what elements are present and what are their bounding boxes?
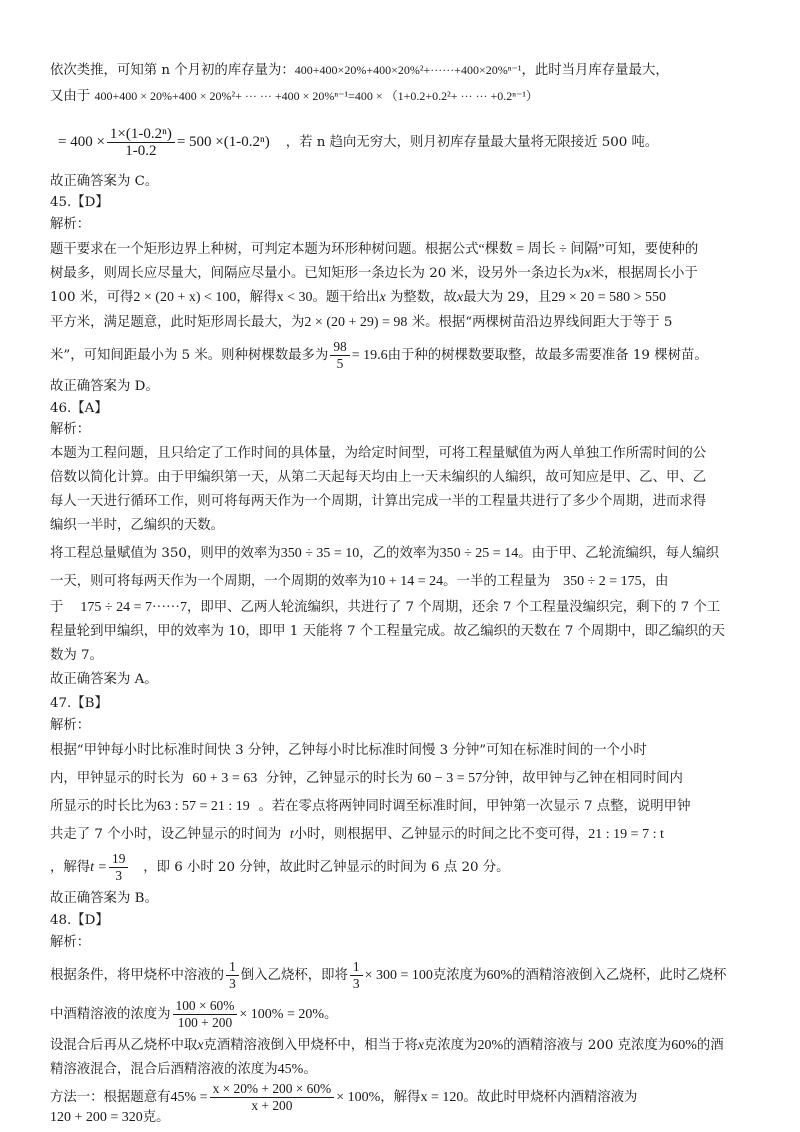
formula: 60% xyxy=(671,1038,697,1053)
text: 。由于甲、乙轮流编织，每人编织 xyxy=(518,546,720,561)
text: 米”，可知间距最小为 5 米。则种树棵数最多为 xyxy=(50,348,329,363)
text: ，即甲、乙两人轮流编织，共进行了 7 个周期，还余 7 个工程量没编织完，剩下的 7 个工 xyxy=(186,600,721,615)
fraction-numerator: 1 xyxy=(226,959,239,976)
p45-line-3 xyxy=(50,288,770,308)
formula: “棵数 = 周长 ÷ 间隔” xyxy=(478,242,605,257)
p45-line-5 xyxy=(50,334,770,378)
text: ，解得 xyxy=(236,290,277,305)
text-line: 数为 7。 xyxy=(50,648,103,663)
text: 又由于 xyxy=(50,89,91,104)
fraction xyxy=(350,959,363,992)
text: 一天，则可将每两天作为一个周期，一个周期的效率为 xyxy=(50,574,372,589)
text: 。 xyxy=(324,1007,338,1022)
formula: x < 30 xyxy=(276,290,313,305)
fraction xyxy=(226,959,239,992)
text: ，乙的效率为 xyxy=(359,546,440,561)
fraction-numerator: 19 xyxy=(109,851,128,868)
text: 倒入乙烧杯，即将 xyxy=(240,968,348,983)
text: 由于种的树棵数要取整，故最多需要准备 19 棵树苗。 xyxy=(387,348,708,363)
formula: 10 + 14 = 24 xyxy=(371,574,444,589)
text: 于 xyxy=(50,600,64,615)
text-line: 本题为工程问题，且只给定了工作时间的具体量，为给定时间型，可将工程量赋值为两人单独工作所需时间的公 xyxy=(50,446,707,461)
text: 设混合后再从乙烧杯中取 xyxy=(50,1038,198,1053)
formula: = 19.6 xyxy=(351,348,388,363)
text: 精溶液混合，混合后酒精溶液的浓度为 xyxy=(50,1062,278,1077)
text: 克浓度为 xyxy=(432,968,487,983)
analysis-label: 解析： xyxy=(50,718,91,733)
text: ，解得 xyxy=(50,860,91,875)
text: 树最多，则周长应尽量大，间隔应尽量小。已知矩形一条边长为 20 米，设另外一条边长为 xyxy=(50,266,585,281)
text: 中酒精溶液的浓度为 xyxy=(50,1007,171,1022)
text: 。题干给出 xyxy=(312,290,380,305)
fraction-denominator: 1-0.2 xyxy=(125,143,157,159)
formula: 21 : 19 = 7 : t xyxy=(588,827,664,842)
p48-line-6 xyxy=(50,1108,770,1128)
text: 米。根据“两棵树苗沿边界线间距大于等于 5 xyxy=(411,315,673,330)
text: 克浓度为 xyxy=(423,1038,478,1053)
formula-part: = 500 ×(1-0.2ⁿ) xyxy=(176,134,270,150)
formula: 350 ÷ 2 = 175 xyxy=(563,574,642,589)
formula: 120 + 200 = 320 xyxy=(50,1110,143,1125)
formula: x = 120 xyxy=(420,1090,464,1105)
p47-line-5 xyxy=(50,846,770,890)
formula: 2 × (20 + 29) = 98 xyxy=(304,315,408,330)
analysis-label: 解析： xyxy=(50,217,91,232)
fraction-numerator: 100 × 60% xyxy=(173,998,238,1015)
p45-line-1 xyxy=(50,240,770,260)
p44-line-2 xyxy=(50,86,770,107)
fraction-numerator: 98 xyxy=(330,339,349,356)
text: 的酒精溶液与 200 克浓度为 xyxy=(503,1038,672,1053)
variable: x xyxy=(379,290,386,305)
text: 克。 xyxy=(142,1110,170,1125)
fraction-denominator: x + 200 xyxy=(251,1098,293,1113)
text: 。故此时甲烧杯内酒精溶液为 xyxy=(463,1090,638,1105)
text: 题干要求在一个矩形边界上种树，可判定本题为环形种树问题。根据公式 xyxy=(50,242,479,257)
fraction xyxy=(109,851,128,884)
problem-47-heading: 47.【B】 xyxy=(50,696,108,711)
geometric-sum-fraction xyxy=(107,126,175,159)
fraction-denominator: 5 xyxy=(336,356,344,371)
p45-line-4 xyxy=(50,313,770,333)
text: ，即 6 小时 20 分钟，故此时乙钟显示的时间为 6 点 20 分。 xyxy=(143,860,510,875)
variable: x xyxy=(197,1038,204,1053)
text-line: 根据“甲钟每小时比标准时间快 3 分钟，乙钟每小时比标准时间慢 3 分钟”可知在标准时间的一个小时 xyxy=(50,743,647,758)
formula: 175 ÷ 24 = 7······7 xyxy=(80,600,187,615)
formula: 29 × 20 = 580 > 550 xyxy=(551,290,667,305)
fraction xyxy=(330,339,349,372)
series-expansion-formula: 400+400 × 20%+400 × 20%²+ ··· ··· +400 × 20%ⁿ⁻¹=400 × （1+0.2+0.2²+ ··· ··· +0.2ⁿ⁻¹） xyxy=(94,89,538,103)
p47-line-2 xyxy=(50,769,770,789)
text: 。若在零点将两钟同时调至标准时间，甲钟第一次显示 7 点整，说明甲钟 xyxy=(258,799,691,814)
answer-line: 故正确答案为 D。 xyxy=(50,379,159,394)
fraction-numerator: x × 20% + 200 × 60% xyxy=(210,1081,335,1098)
problem-48-heading: 48.【D】 xyxy=(50,913,109,928)
p46-line-5 xyxy=(50,544,770,564)
p45-line-2 xyxy=(50,264,770,284)
fraction-denominator: 100 + 200 xyxy=(177,1015,233,1030)
text: 内，甲钟显示的时长为 xyxy=(50,771,184,786)
text-line: 倍数以简化计算。由于甲编织第一天，从第二天起每天均由上一天未编织的人编织，故可知应是甲、乙、甲、乙 xyxy=(50,470,707,485)
formula: 60 + 3 = 63 xyxy=(192,771,258,786)
problem-45-heading: 45.【D】 xyxy=(50,195,109,210)
text: 100 米，可得 xyxy=(50,290,134,305)
text: ，若 n 趋向无穷大，则月初库存量最大量将无限接近 500 吨。 xyxy=(285,135,659,150)
text: 分钟，乙钟显示的时长为 xyxy=(265,771,414,786)
p47-line-3 xyxy=(50,797,770,817)
text: 小时，则根据甲、乙钟显示的时间之比不变可得， xyxy=(293,827,589,842)
fraction-denominator: 3 xyxy=(229,976,236,991)
text: 的酒 xyxy=(696,1038,724,1053)
fraction-denominator: 3 xyxy=(352,976,360,991)
formula: 60 − 3 = 57 xyxy=(417,771,483,786)
text: 所显示的时长比为 xyxy=(50,799,158,814)
text: 米，根据周长小于 xyxy=(590,266,698,281)
p48-line-1 xyxy=(50,954,770,998)
series-sum-formula: 400+400×20%+400×20%²+······+400×20%ⁿ⁻¹ xyxy=(294,63,522,77)
formula: 2 × (20 + x) < 100 xyxy=(133,290,237,305)
text: 为整数，故 xyxy=(389,290,457,305)
fraction-denominator: 3 xyxy=(115,868,123,883)
variable: x xyxy=(417,1038,424,1053)
formula: × 300 = 100 xyxy=(364,968,433,983)
p44-line-3 xyxy=(58,122,770,163)
formula: × 100% xyxy=(336,1090,381,1105)
text: 。一半的工程量为 xyxy=(443,574,551,589)
text: 共走了 7 个小时，设乙钟显示的时间为 xyxy=(50,827,282,842)
text: 。 xyxy=(303,1062,317,1077)
text-line: 每人一天进行循环工作，则可将每两天作为一个周期，计算出完成一半的工程量共进行了多少个周期，进而求得 xyxy=(50,494,707,509)
fraction-numerator: 1 xyxy=(350,959,363,976)
formula: 60% xyxy=(486,968,513,983)
variable: x xyxy=(456,290,464,305)
formula: t = xyxy=(90,860,108,875)
p48-line-4 xyxy=(50,1060,770,1080)
text: 方法一：根据题意有 xyxy=(50,1090,171,1105)
text: 平方米，满足题意，此时矩形周长最大，为 xyxy=(50,315,305,330)
variable: x xyxy=(584,266,591,281)
text: 将工程总量赋值为 350，则甲的效率为 xyxy=(50,546,281,561)
formula: 350 ÷ 35 = 10 xyxy=(280,546,360,561)
problem-46-heading: 46.【A】 xyxy=(50,401,108,416)
p47-line-4 xyxy=(50,825,770,845)
analysis-label: 解析： xyxy=(50,422,91,437)
answer-line: 故正确答案为 A。 xyxy=(50,672,158,687)
text-line: 编织一半时，乙编织的天数。 xyxy=(50,518,225,533)
text: 最大为 29，且 xyxy=(463,290,552,305)
formula: 45% xyxy=(277,1062,304,1077)
text: 可知，要使种的 xyxy=(604,242,699,257)
formula: 63 : 57 = 21 : 19 xyxy=(157,799,250,814)
text: 分钟，故甲钟与乙钟在相同时间内 xyxy=(482,771,683,786)
formula: 350 ÷ 25 = 14 xyxy=(439,546,519,561)
p44-line-1 xyxy=(50,60,770,81)
text: 根据条件，将甲烧杯中溶液的 xyxy=(50,968,225,983)
p48-line-3 xyxy=(50,1036,770,1056)
text: ，解得 xyxy=(380,1090,421,1105)
text: 的酒精溶液倒入乙烧杯，此时乙烧杯 xyxy=(512,968,727,983)
text: 依次类推，可知第 n 个月初的库存量为： xyxy=(50,63,295,78)
concentration-fraction xyxy=(173,998,238,1031)
formula-part: = 400 × xyxy=(58,134,105,150)
analysis-label: 解析： xyxy=(50,935,91,950)
fraction-numerator: 1×(1-0.2ⁿ) xyxy=(107,126,175,143)
answer-line: 故正确答案为 C。 xyxy=(50,174,159,189)
answer-line: 故正确答案为 B。 xyxy=(50,891,158,906)
text: ，此时当月库存量最大， xyxy=(521,63,669,78)
variable: t xyxy=(289,827,294,842)
formula: 20% xyxy=(477,1038,504,1053)
p48-line-2 xyxy=(50,993,770,1037)
text: 克酒精溶液倒入甲烧杯中，相当于将 xyxy=(203,1038,418,1053)
formula: 45% = xyxy=(170,1090,208,1105)
text-line: 程量轮到甲编织，甲的效率为 10，即甲 1 天能将 7 个工程量完成。故乙编织的天数在 7 个周期中，即乙编织的天 xyxy=(50,624,725,639)
p46-line-6 xyxy=(50,572,770,592)
text: ，由 xyxy=(641,574,669,589)
p46-line-7 xyxy=(50,598,770,618)
formula: × 100% = 20% xyxy=(239,1007,325,1022)
